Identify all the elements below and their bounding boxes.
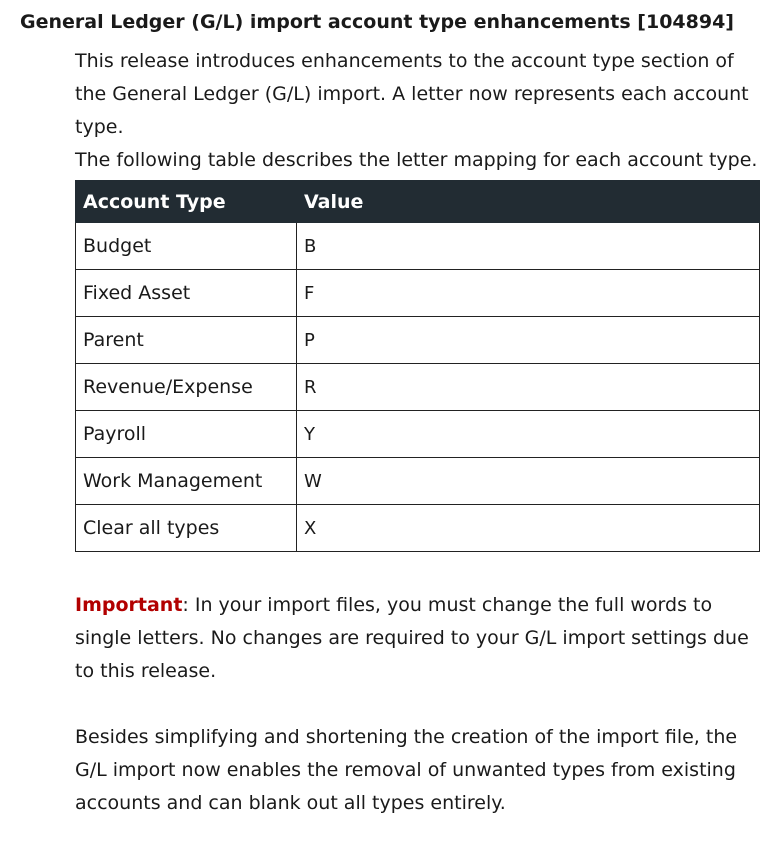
table-row	[76, 505, 760, 552]
account-type-cell: Payroll	[76, 411, 297, 458]
value-cell: W	[297, 458, 760, 505]
intro-paragraph-table-description: The following table describes the letter mapping for each account type.	[75, 149, 758, 171]
table-row	[76, 411, 760, 458]
table-row	[76, 458, 760, 505]
value-cell: X	[297, 505, 760, 552]
account-type-cell: Revenue/Expense	[76, 364, 297, 411]
important-note-text: : In your import files, you must change the full words to single letters. No changes are required to your G/L import settings due to this release.	[75, 594, 749, 682]
section-content	[75, 45, 765, 820]
value-cell: R	[297, 364, 760, 411]
intro-paragraph: This release introduces enhancements to the account type section of the General Ledger (G/L) import. A letter now represents each account type.	[75, 50, 749, 138]
value-cell: F	[297, 270, 760, 317]
value-cell: B	[297, 223, 760, 270]
value-cell: Y	[297, 411, 760, 458]
table-row	[76, 223, 760, 270]
column-header-account-type: Account Type	[76, 181, 297, 223]
table-row	[76, 364, 760, 411]
closing-paragraph: Besides simplifying and shortening the creation of the import file, the G/L import now enables the removal of unwanted types from existing accounts and can blank out all types entirely.	[75, 726, 738, 814]
column-header-value: Value	[297, 181, 760, 223]
table-header-row	[76, 181, 760, 223]
account-type-cell: Fixed Asset	[76, 270, 297, 317]
intro	[75, 45, 765, 177]
section-heading: General Ledger (G/L) import account type enhancements [104894]	[20, 11, 734, 33]
table-header	[76, 181, 760, 223]
account-type-cell: Clear all types	[76, 505, 297, 552]
important-note	[75, 589, 765, 688]
table-body	[76, 223, 760, 552]
table-row	[76, 270, 760, 317]
account-type-cell: Parent	[76, 317, 297, 364]
value-cell: P	[297, 317, 760, 364]
account-type-cell: Budget	[76, 223, 297, 270]
account-type-cell: Work Management	[76, 458, 297, 505]
table-row	[76, 317, 760, 364]
account-type-table	[75, 180, 760, 552]
important-label: Important	[75, 594, 183, 616]
